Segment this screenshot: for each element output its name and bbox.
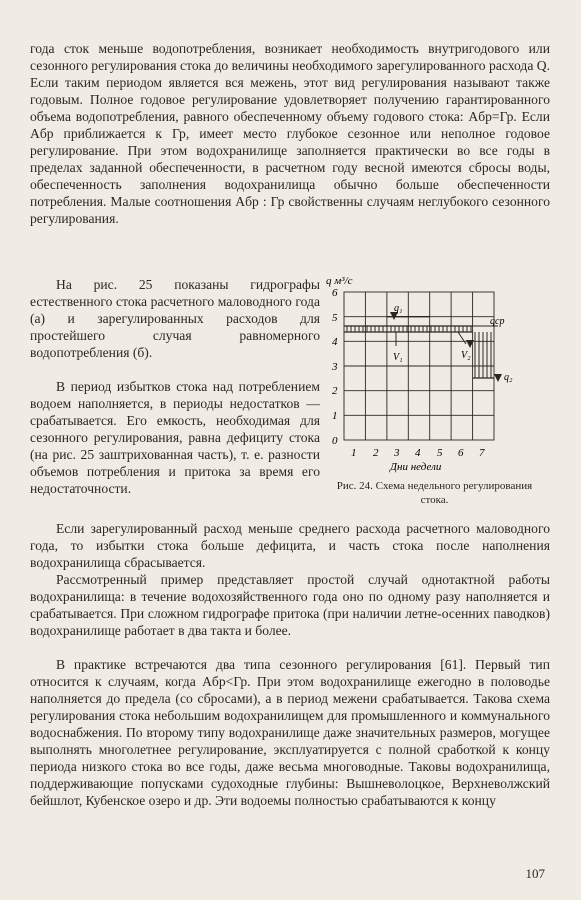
- y-tick-4: 4: [332, 336, 338, 348]
- page-number: 107: [525, 866, 545, 881]
- x-tick-6: 6: [458, 447, 464, 459]
- x-tick-2: 2: [373, 447, 379, 459]
- q2-arrow: [494, 374, 502, 382]
- x-tick-5: 5: [437, 447, 443, 459]
- hatched-band: [344, 326, 472, 332]
- chart-grid: [344, 292, 494, 440]
- q2-label: q₂: [504, 372, 513, 383]
- x-tick-4: 4: [415, 447, 421, 459]
- x-ticks: [351, 447, 485, 459]
- x-axis-label: Дни недели: [390, 461, 442, 473]
- figure-weekly-regulation: [318, 270, 550, 505]
- x-tick-3: 3: [394, 447, 400, 459]
- q1-label: q₁: [394, 303, 403, 314]
- y-tick-1: 1: [332, 410, 338, 422]
- x-tick-1: 1: [351, 447, 357, 459]
- regulation-chart: [318, 270, 550, 480]
- y-tick-5: 5: [332, 312, 338, 324]
- paragraph-4: Если зарегулированный расход меньше среднего расхода расчетного маловодного года, то избытки стока больше дефицита, и часть стока после наполнения водохранилища сбрасывается.: [30, 521, 550, 570]
- y-axis-label: q м³/с: [326, 275, 353, 287]
- y-ticks: [331, 287, 338, 447]
- y-tick-2: 2: [332, 385, 338, 397]
- paragraph-1: года сток меньше водопотребления, возникает необходимость внутригодового или сезонного регулирования стока до величины необходимого зарегулированного расхода Q. Если таким периодом является вся межень, этот вид регулирования называют также годовым. Полное годовое регулирование удовлетворяет получению гарантированного объема водопотребления, равного обеспеченному объему годового стока: Aбр=Гр. Если Aбр приближается к Гр, имеет место глубокое сезонное или неполное годовое регулирование. При этом водохранилище заполняется практически во все годы в пределах заданной обеспеченности, в расчетном году весной имеются сбросы воды, обеспеченность заполнения водохранилища обычно больше обеспеченности потребления. Малые соотношения Aбр : Гр свойственны случаям неглубокого сезонного регулирования.: [30, 41, 550, 226]
- figure-caption: Рис. 24. Схема недельного регулирования стока.: [336, 480, 533, 506]
- y-tick-6: 6: [332, 287, 338, 299]
- y-tick-3: 3: [332, 361, 338, 373]
- paragraph-6: В практике встречаются два типа сезонного регулирования [61]. Первый тип относится к случаям, когда Aбр<Гр. При этом водохранилище ежегодно в половодье наполняется до предела (со сбросами), а в период межени срабатывается. Такова схема регулирования стока небольшим водохранилищем для промышленного и коммунального водоснабжения. По второму типу водохранилище даже значительных размеров, могущее выполнять многолетнее регулирование, эксплуатируется с полной сработкой к концу периода низкого стока во все годы, даже весьма многоводные. Таковы водохранилища, поддерживающие попусками судоходные глубины: Вышневолоцкое, Верхневолжский бейшлот, Кубенское озеро и др. Эти водоемы полностью срабатываются к концу: [30, 657, 550, 808]
- y-tick-0: 0: [332, 435, 338, 447]
- paragraph-3: В период избытков стока над потреблением водоем наполняется, в периоды недостатков — срабатывается. Его емкость, необходимая для сезонного регулирования, равна дефициту стока (на рис. 25 заштрихованная часть), т. е. разности объемов потребления и притока за время его недостаточности.: [30, 379, 320, 496]
- v1-label: V₁: [393, 352, 403, 363]
- x-tick-7: 7: [479, 447, 485, 459]
- qcp-label: qср: [490, 316, 505, 327]
- paragraph-2: На рис. 25 показаны гидрографы естественного стока расчетного маловодного года (а) и зарегулированных расходов для простейшего случая равномерного водопотребления (б).: [30, 277, 320, 360]
- paragraph-5: Рассмотренный пример представляет простой случай однотактной работы водохранилища: в течение водохозяйственного года оно по одному разу наполняется и срабатывается. При сложном гидрографе притока (при наличии летне-осенних паводков) водохранилище работает в два такта и более.: [30, 572, 550, 638]
- deficit-hatch: [473, 332, 494, 378]
- v2-label: V₂: [461, 350, 471, 361]
